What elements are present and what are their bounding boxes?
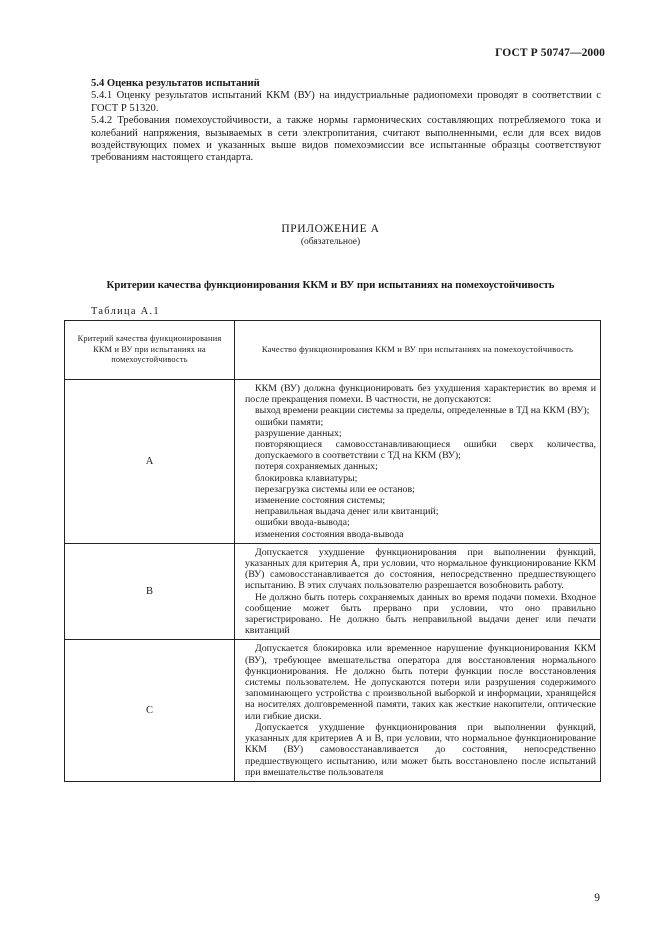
standard-code: ГОСТ Р 50747—2000: [495, 47, 605, 59]
appendix-heading: [0, 222, 661, 248]
paragraph-5-4-1: 5.4.1 Оценку результатов испытаний ККМ (ВУ) на индустриальные радиопомехи проводят в соответствии с ГОСТ Р 51320.: [91, 90, 601, 114]
description-line: выход времени реакции системы за пределы, определенные в ТД на ККМ (ВУ);: [255, 405, 590, 417]
description-line: перезагрузка системы или ее останов;: [255, 483, 415, 495]
table-row-a: [65, 380, 601, 544]
section-heading: 5.4 Оценка результатов испытаний: [91, 78, 260, 89]
appendix-title: ПРИЛОЖЕНИЕ А: [281, 223, 380, 235]
table-row-c: [65, 640, 601, 781]
description-cell: [235, 543, 601, 640]
description-cell: [235, 380, 601, 544]
table-label: Таблица А.1: [91, 306, 160, 317]
page-number: 9: [594, 892, 600, 904]
description-line: блокировка клавиатуры;: [255, 472, 358, 484]
criterion-cell: B: [65, 543, 235, 640]
description-line: изменение состояния системы;: [255, 495, 386, 507]
paragraph-5-4-2: 5.4.2 Требования помехоустойчивости, а также нормы гармонических составляющих потребляемого тока и колебаний напряжения, вызываемых в сети электропитания, считают выполненными, если для всех видов воздействующих помех и указанных выше видов помехоэмиссии все испытанные образцы соответствуют требованиям настоящего стандарта.: [91, 115, 601, 164]
section-5-4: [91, 78, 601, 165]
description-cell: [235, 640, 601, 781]
criterion-cell: A: [65, 380, 235, 544]
description-line: Допускается ухудшение функционирования при выполнении функций, указанных для критериев А и В, при условии, что нормальное функционирование ККМ (ВУ) самовосстанавливается до состояния, непосредственно предшествующего испытанию, или может быть восстановлено после испытаний при вмешательстве пользователя: [245, 721, 596, 778]
description-line: Допускается ухудшение функционирования при выполнении функций, указанных для критерия А, при условии, что нормальное функционирование ККМ (ВУ) самовосстанавливается до состояния, непосредственно предшествующего испытанию. В этих случаях пользователю разрешается возобновить работу.: [245, 546, 596, 592]
description-line: ошибки памяти;: [255, 416, 324, 428]
description-line: повторяющиеся самовосстанавливающиеся ошибки сверх количества, допускаемого в соответствии с ТД на ККМ (ВУ);: [255, 439, 596, 462]
column-header-quality: Качество функционирования ККМ и ВУ при испытаниях на помехоустойчивость: [235, 321, 601, 380]
description-line: Не должно быть потерь сохраняемых данных во время подачи помехи. Входное сообщение может быть прервано при условии, что оно правильно зарегистрировано. Не должно быть неправильной выдачи денег или печати квитанций: [245, 591, 596, 637]
description-line: потеря сохраняемых данных;: [255, 461, 378, 473]
appendix-subtitle: (обязательное): [300, 237, 361, 247]
description-line: разрушение данных;: [255, 427, 342, 439]
criteria-table: [64, 320, 601, 782]
table-row-b: [65, 543, 601, 640]
description-line: ошибки ввода-вывода;: [255, 517, 350, 529]
description-line: ККМ (ВУ) должна функционировать без ухудшения характеристик во время и после прекращения помехи. В частности, не допускаются:: [245, 383, 596, 406]
description-line: Допускается блокировка или временное нарушение функционирования ККМ (ВУ), требующее вмешательства оператора для восстановления нормального функционирования. Не должно быть потери функции после восстановления системы пользователем. Не допускаются потери или разрушения содержимого запоминающего устройства с произвольной выборкой и информации, хранящейся на носителях долговременной памяти, таких как жесткие накопители, оптические или гибкие диски.: [245, 643, 596, 722]
column-header-criterion: Критерий качества функционирования ККМ и ВУ при испытаниях на помехоустойчивость: [65, 321, 235, 380]
criteria-title: Критерии качества функционирования ККМ и ВУ при испытаниях на помехоустойчивость: [106, 279, 555, 291]
table-header-row: [65, 321, 601, 380]
description-line: неправильная выдача денег или квитанций;: [255, 506, 439, 518]
criterion-cell: C: [65, 640, 235, 781]
description-line: изменения состояния ввода-вывода: [255, 528, 404, 540]
